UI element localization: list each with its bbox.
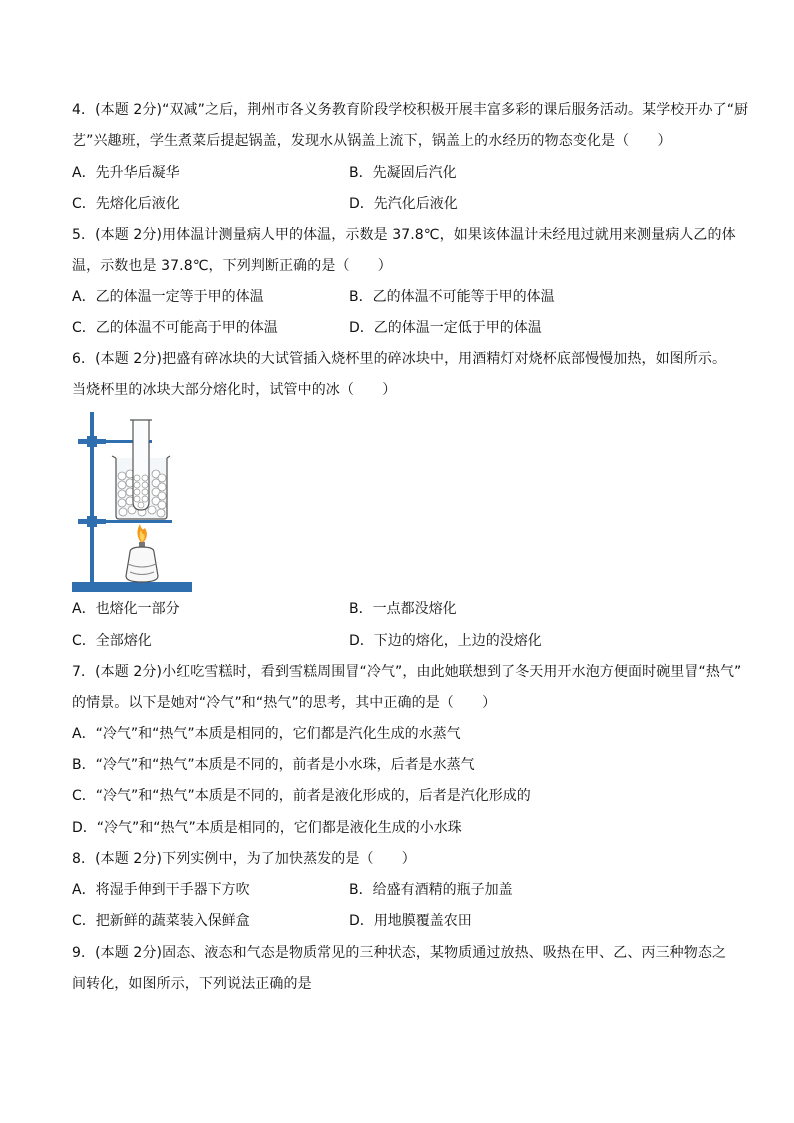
q7-stem-line1: 7．(本题 2分)小红吃雪糕时，看到雪糕周围冒“冷气”，由此她联想到了冬天用开水泡方便面时碗里冒“热气” [72,664,742,680]
q5-option-b[interactable]: B．乙的体温不可能等于甲的体温 [349,289,555,305]
q4-option-c[interactable]: C．先熔化后液化 [72,196,180,212]
q6-stem-line1: 6．(本题 2分)把盛有碎冰块的大试管插入烧杯里的碎冰块中，用酒精灯对烧杯底部慢慢加热，如图所示。 [72,351,727,367]
q4-option-d[interactable]: D．先汽化后液化 [349,196,458,212]
stand-base [72,582,192,592]
experiment-apparatus-figure [70,406,194,594]
q6-stem-line2: 当烧杯里的冰块大部分熔化时，试管中的冰（ ） [72,382,397,398]
q6-option-a[interactable]: A．也熔化一部分 [72,601,180,617]
q7-option-a[interactable]: A．“冷气”和“热气”本质是相同的，它们都是汽化生成的水蒸气 [72,726,461,742]
q8-stem-line1: 8．(本题 2分)下列实例中，为了加快蒸发的是（ ） [72,851,416,867]
q5-option-d[interactable]: D．乙的体温一定低于甲的体温 [349,320,542,336]
q7-option-d[interactable]: D．“冷气”和“热气”本质是相同的，它们都是液化生成的小水珠 [72,820,462,836]
q5-option-c[interactable]: C．乙的体温不可能高于甲的体温 [72,320,278,336]
q4-option-b[interactable]: B．先凝固后汽化 [349,165,457,181]
alcohol-lamp [126,542,158,582]
q9-stem-line1: 9．(本题 2分)固态、液态和气态是物质常见的三种状态，某物质通过放热、吸热在甲、乙、丙三种物态之 [72,945,727,961]
q8-option-b[interactable]: B．给盛有酒精的瓶子加盖 [349,882,513,898]
test-tube [130,420,152,510]
q5-stem-line2: 温，示数也是 37.8℃，下列判断正确的是（ ） [72,258,392,274]
q7-stem-line2: 的情景。以下是她对“冷气”和“热气”的思考，其中正确的是（ ） [72,695,497,711]
q8-option-d[interactable]: D．用地膜覆盖农田 [349,913,472,929]
q7-option-b[interactable]: B．“冷气”和“热气”本质是不同的，前者是小水珠，后者是水蒸气 [72,757,475,773]
q5-stem-line1: 5．(本题 2分)用体温计测量病人甲的体温，示数是 37.8℃，如果该体温计未经甩过就用来测量病人乙的体 [72,227,736,243]
q4-stem-line2: 艺”兴趣班，学生煮菜后提起锅盖，发现水从锅盖上流下，锅盖上的水经历的物态变化是（ ） [72,133,672,149]
q8-option-c[interactable]: C．把新鲜的蔬菜装入保鲜盒 [72,913,250,929]
q9-stem-line2: 间转化，如图所示，下列说法正确的是 [72,976,312,992]
q8-option-a[interactable]: A．将湿手伸到干手器下方吹 [72,882,250,898]
q5-option-a[interactable]: A．乙的体温一定等于甲的体温 [72,289,264,305]
q7-option-c[interactable]: C．“冷气”和“热气”本质是不同的，前者是液化形成的，后者是汽化形成的 [72,788,531,804]
q4-option-a[interactable]: A．先升华后凝华 [72,165,180,181]
q6-option-c[interactable]: C．全部熔化 [72,633,152,649]
q6-option-b[interactable]: B．一点都没熔化 [349,601,457,617]
q6-option-d[interactable]: D．下边的熔化，上边的没熔化 [349,633,542,649]
q4-stem-line1: 4．(本题 2分)“双减”之后，荆州市各义务教育阶段学校积极开展丰富多彩的课后服务活动。某学校开办了“厨 [72,102,749,118]
